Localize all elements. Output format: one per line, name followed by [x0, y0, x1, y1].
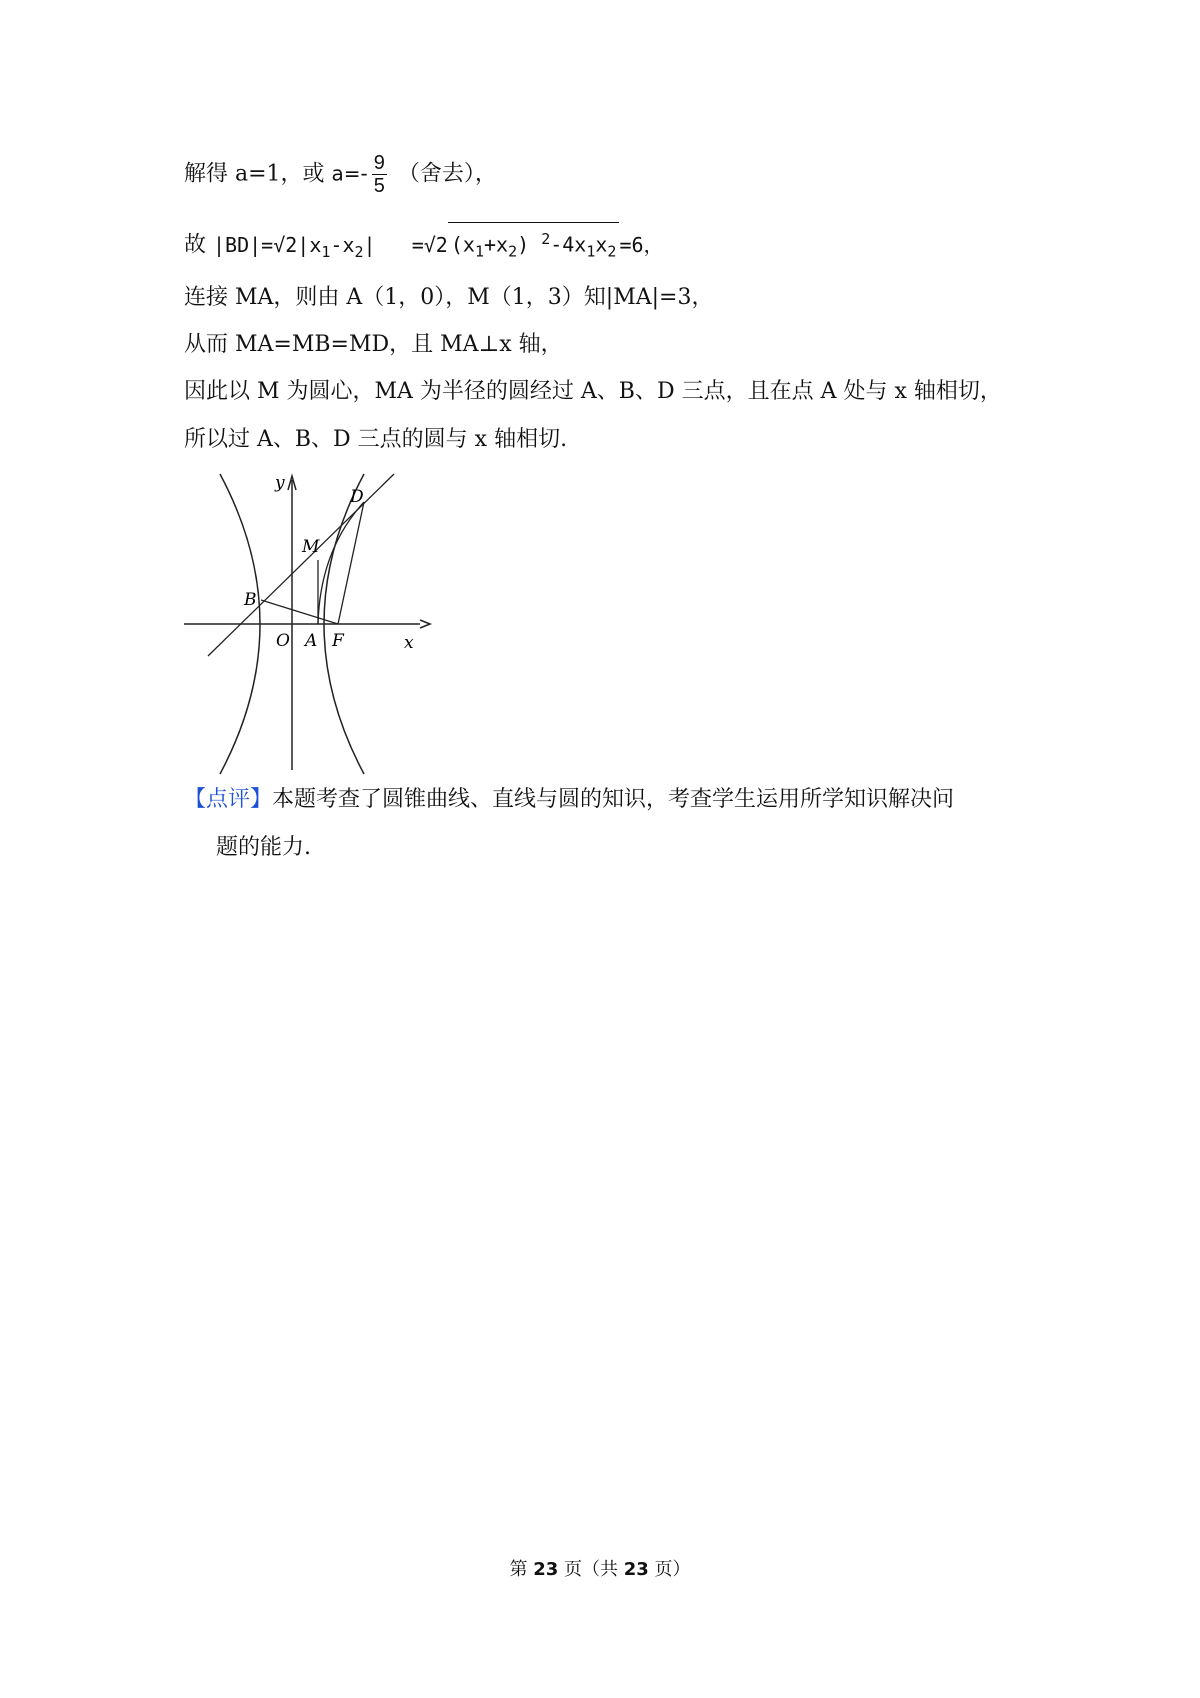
text-segment: （舍去），	[397, 161, 497, 187]
text-segment: 解得 a=1，或	[184, 161, 325, 187]
solution-line-5: 因此以 M 为圆心，MA 为半径的圆经过 A、B、D 三点，且在点 A 处与 x 轴相切，	[184, 379, 1002, 404]
formula-part: =6，	[619, 232, 664, 257]
hyperbola-figure	[180, 460, 440, 775]
solution-line-4: 从而 MA=MB=MD，且 MA⊥x 轴，	[184, 332, 563, 357]
formula-part: (x	[450, 232, 475, 257]
segment-fd	[338, 502, 364, 624]
formula-part: x	[595, 232, 608, 257]
comment-line-1	[184, 784, 954, 816]
formula-part: +x	[483, 232, 509, 257]
subscript: 1	[586, 242, 596, 261]
x-axis-arrow	[420, 620, 430, 628]
label-m: M	[302, 537, 320, 557]
label-d: D	[350, 487, 364, 507]
formula-part: |	[363, 232, 376, 257]
fraction-denominator: 5	[373, 175, 385, 197]
label-y: y	[275, 473, 285, 493]
page-footer	[0, 1555, 1200, 1581]
fraction-nine-fifths	[372, 152, 387, 197]
subscript: 1	[474, 242, 484, 261]
formula-bd	[213, 230, 664, 261]
label-b: B	[244, 590, 257, 610]
footer-text: 页（共	[564, 1559, 618, 1580]
footer-total-pages: 23	[623, 1559, 649, 1580]
segment-bf	[261, 600, 338, 624]
label-o: O	[276, 631, 290, 651]
text-segment: 故	[184, 232, 207, 258]
sqrt-radicand	[448, 222, 620, 268]
label-x: x	[404, 633, 414, 653]
line-bd	[208, 474, 394, 656]
fraction-numerator: 9	[373, 152, 385, 174]
solution-line-2	[184, 222, 664, 268]
formula-part: |BD|=√2|x	[213, 232, 322, 257]
solution-line-3: 连接 MA，则由 A（1，0），M（1，3）知|MA|=3，	[184, 285, 714, 310]
solution-line-1	[184, 152, 497, 197]
formula-part: -4x	[550, 232, 587, 257]
footer-page-number: 23	[533, 1559, 559, 1580]
formula-part: =√2	[411, 232, 448, 257]
comment-text: 本题考查了圆锥曲线、直线与圆的知识，考查学生运用所学知识解决问	[272, 787, 955, 812]
footer-text: 页）	[654, 1559, 691, 1580]
formula-part: -x	[330, 232, 355, 257]
comment-line-2: 题的能力.	[216, 835, 311, 860]
label-f: F	[332, 631, 344, 651]
comment-tag: 【点评】	[184, 787, 273, 812]
formula-part: )	[517, 232, 530, 257]
subscript: 2	[354, 242, 364, 261]
label-a: A	[305, 631, 318, 651]
superscript: 2	[541, 230, 551, 248]
fraction-lhs: a=-	[331, 161, 368, 186]
subscript: 1	[321, 242, 331, 261]
subscript: 2	[508, 242, 518, 261]
subscript: 2	[607, 242, 617, 261]
solution-line-6: 所以过 A、B、D 三点的圆与 x 轴相切.	[184, 427, 568, 452]
footer-text: 第	[509, 1559, 528, 1580]
